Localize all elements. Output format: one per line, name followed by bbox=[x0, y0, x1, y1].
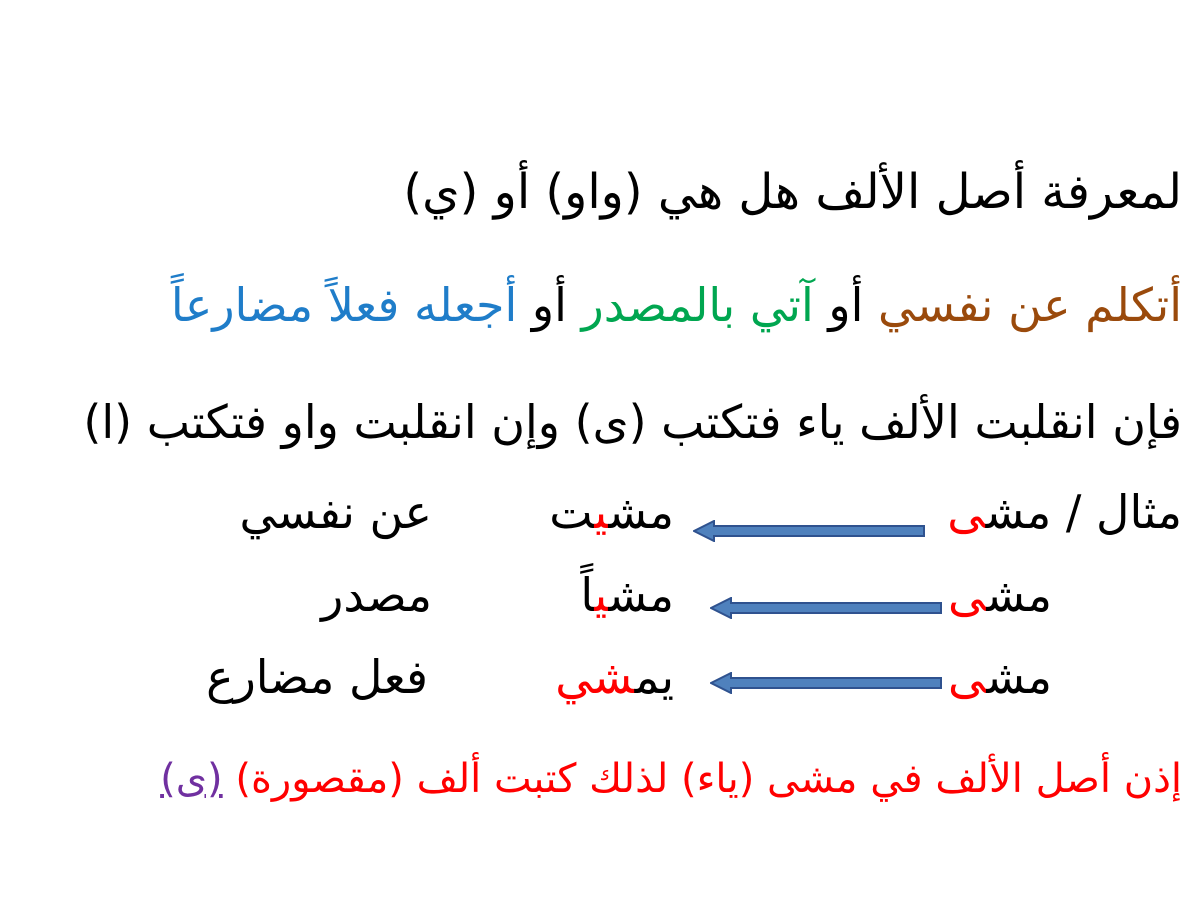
example-1-label bbox=[239, 485, 432, 540]
example-label: مصدر bbox=[321, 568, 432, 622]
example-2-derived bbox=[580, 568, 674, 623]
or-connector-2: أو bbox=[517, 278, 582, 332]
conclusion-highlight: (ى) bbox=[160, 756, 223, 802]
derived-part: مش bbox=[608, 485, 674, 539]
example-2-label bbox=[321, 568, 432, 623]
derived-ya-letter: ي bbox=[594, 485, 609, 539]
derived-part: يم bbox=[634, 650, 674, 704]
verb-base: مش bbox=[986, 568, 1052, 622]
derived-part: مش bbox=[608, 568, 674, 622]
example-label: فعل مضارع bbox=[206, 650, 428, 704]
derived-part: ت bbox=[549, 485, 595, 539]
methods-line bbox=[171, 278, 1182, 333]
derived-ya-letter: شي bbox=[555, 650, 635, 704]
or-connector-1: أو bbox=[813, 278, 878, 332]
title-text: لمعرفة أصل الألف هل هي (واو) أو (ي) bbox=[403, 164, 1182, 220]
example-3-verb bbox=[948, 650, 1052, 705]
arrow-icon bbox=[693, 520, 925, 542]
example-label: عن نفسي bbox=[239, 485, 432, 539]
method-masdar: آتي بالمصدر bbox=[581, 278, 814, 332]
rule-text: فإن انقلبت الألف ياء فتكتب (ى) وإن انقلبت واو فتكتب (ا) bbox=[83, 395, 1182, 449]
verb-alif-letter: ى bbox=[947, 485, 986, 539]
arrow-icon bbox=[710, 597, 942, 619]
example-3-derived bbox=[555, 650, 674, 705]
derived-part: اً bbox=[580, 568, 595, 622]
example-prefix: مثال / مش bbox=[985, 485, 1182, 539]
example-1-derived bbox=[549, 485, 674, 540]
example-2-verb bbox=[948, 568, 1052, 623]
method-speak-about-self: أتكلم عن نفسي bbox=[878, 278, 1182, 332]
title-line bbox=[403, 164, 1182, 222]
verb-alif-letter: ى bbox=[947, 568, 987, 622]
conclusion-line bbox=[160, 755, 1182, 803]
derived-ya-letter: ي bbox=[594, 568, 609, 622]
example-1-verb bbox=[947, 485, 1182, 540]
method-present-verb: أجعله فعلاً مضارعاً bbox=[170, 278, 518, 332]
verb-alif-letter: ى bbox=[947, 650, 987, 704]
rule-line bbox=[83, 395, 1182, 450]
example-3-label bbox=[206, 650, 428, 705]
arrow-icon bbox=[710, 672, 942, 694]
conclusion-text: إذن أصل الألف في مشى (ياء) لذلك كتبت ألف (مقصورة) bbox=[222, 756, 1182, 802]
verb-base: مش bbox=[986, 650, 1052, 704]
